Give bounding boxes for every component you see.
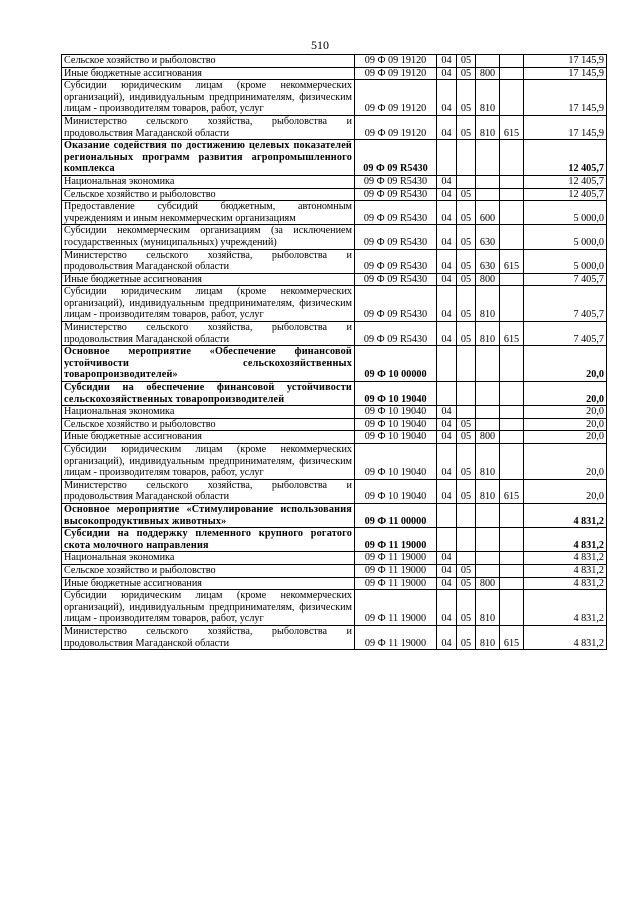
row-expense-type-cell: 810 bbox=[476, 444, 500, 480]
row-admin-code-cell bbox=[500, 346, 524, 382]
row-name-cell: Министерство сельского хозяйства, рыболовства и продовольствия Магаданской области bbox=[62, 322, 355, 346]
row-section-cell: 04 bbox=[437, 249, 457, 273]
table-row bbox=[62, 55, 607, 68]
row-subsection-cell bbox=[457, 528, 476, 552]
row-section-cell: 04 bbox=[437, 625, 457, 649]
row-code-cell: 09 Ф 09 R5430 bbox=[355, 188, 437, 201]
row-subsection-cell: 05 bbox=[457, 322, 476, 346]
row-admin-code-cell bbox=[500, 273, 524, 286]
row-admin-code-cell: 615 bbox=[500, 249, 524, 273]
row-name-cell: Сельское хозяйство и рыболовство bbox=[62, 564, 355, 577]
row-name-cell: Министерство сельского хозяйства, рыболовства и продовольствия Магаданской области bbox=[62, 249, 355, 273]
row-section-cell: 04 bbox=[437, 55, 457, 68]
row-name-cell: Национальная экономика bbox=[62, 175, 355, 188]
row-code-cell: 09 Ф 09 19120 bbox=[355, 55, 437, 68]
row-section-cell: 04 bbox=[437, 564, 457, 577]
row-amount-cell: 12 405,7 bbox=[524, 140, 607, 176]
row-admin-code-cell bbox=[500, 564, 524, 577]
row-code-cell: 09 Ф 10 19040 bbox=[355, 431, 437, 444]
row-name-cell: Иные бюджетные ассигнования bbox=[62, 67, 355, 80]
row-amount-cell: 4 831,2 bbox=[524, 552, 607, 565]
table-row bbox=[62, 188, 607, 201]
table-row bbox=[62, 479, 607, 503]
table-row bbox=[62, 80, 607, 116]
row-expense-type-cell bbox=[476, 406, 500, 419]
row-subsection-cell: 05 bbox=[457, 67, 476, 80]
row-admin-code-cell bbox=[500, 80, 524, 116]
table-row bbox=[62, 115, 607, 139]
row-code-cell: 09 Ф 09 19120 bbox=[355, 115, 437, 139]
row-expense-type-cell: 800 bbox=[476, 67, 500, 80]
row-amount-cell: 4 831,2 bbox=[524, 564, 607, 577]
row-admin-code-cell: 615 bbox=[500, 625, 524, 649]
row-expense-type-cell: 630 bbox=[476, 249, 500, 273]
row-admin-code-cell bbox=[500, 590, 524, 626]
row-amount-cell: 20,0 bbox=[524, 444, 607, 480]
row-subsection-cell bbox=[457, 552, 476, 565]
row-admin-code-cell bbox=[500, 286, 524, 322]
row-expense-type-cell: 810 bbox=[476, 115, 500, 139]
row-admin-code-cell bbox=[500, 140, 524, 176]
row-subsection-cell: 05 bbox=[457, 564, 476, 577]
row-section-cell bbox=[437, 503, 457, 527]
table-row bbox=[62, 444, 607, 480]
row-subsection-cell: 05 bbox=[457, 249, 476, 273]
row-subsection-cell: 05 bbox=[457, 273, 476, 286]
row-subsection-cell: 05 bbox=[457, 225, 476, 249]
row-code-cell: 09 Ф 10 19040 bbox=[355, 418, 437, 431]
row-code-cell: 09 Ф 09 R5430 bbox=[355, 140, 437, 176]
row-name-cell: Субсидии юридическим лицам (кроме некоммерческих организаций), индивидуальным предпринимателям, физическим лицам - производителям товаров, работ, услуг bbox=[62, 80, 355, 116]
table-row bbox=[62, 406, 607, 419]
row-expense-type-cell: 800 bbox=[476, 273, 500, 286]
row-amount-cell: 4 831,2 bbox=[524, 577, 607, 590]
row-code-cell: 09 Ф 11 19000 bbox=[355, 625, 437, 649]
row-subsection-cell: 05 bbox=[457, 479, 476, 503]
row-expense-type-cell bbox=[476, 55, 500, 68]
row-subsection-cell bbox=[457, 140, 476, 176]
row-subsection-cell: 05 bbox=[457, 590, 476, 626]
row-amount-cell: 20,0 bbox=[524, 406, 607, 419]
row-amount-cell: 4 831,2 bbox=[524, 590, 607, 626]
row-name-cell: Национальная экономика bbox=[62, 552, 355, 565]
row-section-cell: 04 bbox=[437, 80, 457, 116]
row-code-cell: 09 Ф 09 R5430 bbox=[355, 201, 437, 225]
row-amount-cell: 20,0 bbox=[524, 346, 607, 382]
row-amount-cell: 7 405,7 bbox=[524, 286, 607, 322]
budget-table bbox=[61, 54, 607, 650]
row-amount-cell: 12 405,7 bbox=[524, 175, 607, 188]
row-admin-code-cell bbox=[500, 503, 524, 527]
row-expense-type-cell: 800 bbox=[476, 577, 500, 590]
row-code-cell: 09 Ф 11 19000 bbox=[355, 590, 437, 626]
table-row bbox=[62, 175, 607, 188]
table-row bbox=[62, 590, 607, 626]
row-amount-cell: 20,0 bbox=[524, 418, 607, 431]
table-row bbox=[62, 552, 607, 565]
row-amount-cell: 17 145,9 bbox=[524, 55, 607, 68]
row-section-cell: 04 bbox=[437, 418, 457, 431]
row-admin-code-cell: 615 bbox=[500, 322, 524, 346]
page-number: 510 bbox=[311, 38, 329, 52]
row-admin-code-cell bbox=[500, 67, 524, 80]
row-expense-type-cell: 600 bbox=[476, 201, 500, 225]
row-expense-type-cell: 810 bbox=[476, 479, 500, 503]
row-code-cell: 09 Ф 09 R5430 bbox=[355, 225, 437, 249]
row-name-cell: Сельское хозяйство и рыболовство bbox=[62, 418, 355, 431]
row-admin-code-cell bbox=[500, 201, 524, 225]
table-row bbox=[62, 564, 607, 577]
row-amount-cell: 4 831,2 bbox=[524, 528, 607, 552]
row-code-cell: 09 Ф 09 19120 bbox=[355, 80, 437, 116]
row-code-cell: 09 Ф 09 R5430 bbox=[355, 286, 437, 322]
row-subsection-cell bbox=[457, 175, 476, 188]
row-section-cell: 04 bbox=[437, 431, 457, 444]
row-subsection-cell bbox=[457, 503, 476, 527]
row-code-cell: 09 Ф 10 00000 bbox=[355, 346, 437, 382]
row-amount-cell: 5 000,0 bbox=[524, 201, 607, 225]
table-row bbox=[62, 225, 607, 249]
row-section-cell: 04 bbox=[437, 115, 457, 139]
row-amount-cell: 4 831,2 bbox=[524, 625, 607, 649]
row-code-cell: 09 Ф 10 19040 bbox=[355, 444, 437, 480]
row-subsection-cell: 05 bbox=[457, 55, 476, 68]
row-subsection-cell: 05 bbox=[457, 444, 476, 480]
row-expense-type-cell bbox=[476, 564, 500, 577]
row-subsection-cell: 05 bbox=[457, 286, 476, 322]
row-admin-code-cell: 615 bbox=[500, 115, 524, 139]
row-code-cell: 09 Ф 09 R5430 bbox=[355, 175, 437, 188]
row-name-cell: Оказание содействия по достижению целевых показателей региональных программ развития агропромышленного комплекса bbox=[62, 140, 355, 176]
row-admin-code-cell bbox=[500, 175, 524, 188]
row-expense-type-cell bbox=[476, 382, 500, 406]
row-admin-code-cell bbox=[500, 552, 524, 565]
row-subsection-cell: 05 bbox=[457, 577, 476, 590]
row-code-cell: 09 Ф 10 19040 bbox=[355, 479, 437, 503]
row-amount-cell: 17 145,9 bbox=[524, 115, 607, 139]
row-expense-type-cell bbox=[476, 503, 500, 527]
row-subsection-cell bbox=[457, 346, 476, 382]
row-name-cell: Основное мероприятие «Обеспечение финансовой устойчивости сельскохозяйственных товаропроизводителей» bbox=[62, 346, 355, 382]
row-name-cell: Субсидии на поддержку племенного крупного рогатого скота молочного направления bbox=[62, 528, 355, 552]
row-subsection-cell: 05 bbox=[457, 188, 476, 201]
row-admin-code-cell bbox=[500, 418, 524, 431]
row-section-cell bbox=[437, 528, 457, 552]
row-subsection-cell: 05 bbox=[457, 625, 476, 649]
row-code-cell: 09 Ф 09 R5430 bbox=[355, 273, 437, 286]
row-code-cell: 09 Ф 11 00000 bbox=[355, 503, 437, 527]
table-row bbox=[62, 431, 607, 444]
row-subsection-cell bbox=[457, 406, 476, 419]
row-code-cell: 09 Ф 11 19000 bbox=[355, 577, 437, 590]
row-subsection-cell: 05 bbox=[457, 115, 476, 139]
table-row bbox=[62, 346, 607, 382]
table-row bbox=[62, 528, 607, 552]
row-amount-cell: 5 000,0 bbox=[524, 249, 607, 273]
row-expense-type-cell bbox=[476, 418, 500, 431]
row-code-cell: 09 Ф 11 19000 bbox=[355, 552, 437, 565]
row-section-cell: 04 bbox=[437, 286, 457, 322]
row-admin-code-cell bbox=[500, 225, 524, 249]
row-code-cell: 09 Ф 09 R5430 bbox=[355, 322, 437, 346]
row-name-cell: Национальная экономика bbox=[62, 406, 355, 419]
table-row bbox=[62, 382, 607, 406]
row-amount-cell: 20,0 bbox=[524, 382, 607, 406]
row-subsection-cell: 05 bbox=[457, 431, 476, 444]
row-section-cell: 04 bbox=[437, 577, 457, 590]
row-name-cell: Субсидии юридическим лицам (кроме некоммерческих организаций), индивидуальным предпринимателям, физическим лицам - производителям товаров, работ, услуг bbox=[62, 286, 355, 322]
row-expense-type-cell: 630 bbox=[476, 225, 500, 249]
row-code-cell: 09 Ф 09 R5430 bbox=[355, 249, 437, 273]
table-row bbox=[62, 577, 607, 590]
row-code-cell: 09 Ф 11 19000 bbox=[355, 564, 437, 577]
row-expense-type-cell: 810 bbox=[476, 322, 500, 346]
row-name-cell: Министерство сельского хозяйства, рыболовства и продовольствия Магаданской области bbox=[62, 115, 355, 139]
table-row bbox=[62, 249, 607, 273]
row-section-cell: 04 bbox=[437, 225, 457, 249]
row-section-cell bbox=[437, 346, 457, 382]
row-name-cell: Иные бюджетные ассигнования bbox=[62, 577, 355, 590]
row-expense-type-cell bbox=[476, 175, 500, 188]
row-amount-cell: 7 405,7 bbox=[524, 322, 607, 346]
row-section-cell: 04 bbox=[437, 590, 457, 626]
row-name-cell: Предоставление субсидий бюджетным, автономным учреждениям и иным некоммерческим организациям bbox=[62, 201, 355, 225]
table-row bbox=[62, 286, 607, 322]
row-name-cell: Субсидии юридическим лицам (кроме некоммерческих организаций), индивидуальным предпринимателям, физическим лицам - производителям товаров, работ, услуг bbox=[62, 590, 355, 626]
row-expense-type-cell bbox=[476, 140, 500, 176]
row-expense-type-cell: 810 bbox=[476, 286, 500, 322]
row-amount-cell: 17 145,9 bbox=[524, 80, 607, 116]
row-amount-cell: 4 831,2 bbox=[524, 503, 607, 527]
row-admin-code-cell bbox=[500, 406, 524, 419]
row-name-cell: Основное мероприятие «Стимулирование использования высокопродуктивных животных» bbox=[62, 503, 355, 527]
row-name-cell: Субсидии на обеспечение финансовой устойчивости сельскохозяйственных товаропроизводителей bbox=[62, 382, 355, 406]
row-code-cell: 09 Ф 11 19000 bbox=[355, 528, 437, 552]
table-row bbox=[62, 503, 607, 527]
row-expense-type-cell: 810 bbox=[476, 625, 500, 649]
row-subsection-cell: 05 bbox=[457, 418, 476, 431]
row-amount-cell: 5 000,0 bbox=[524, 225, 607, 249]
row-admin-code-cell bbox=[500, 444, 524, 480]
row-name-cell: Министерство сельского хозяйства, рыболовства и продовольствия Магаданской области bbox=[62, 625, 355, 649]
row-code-cell: 09 Ф 09 19120 bbox=[355, 67, 437, 80]
row-expense-type-cell bbox=[476, 528, 500, 552]
table-row bbox=[62, 67, 607, 80]
row-admin-code-cell bbox=[500, 382, 524, 406]
row-section-cell: 04 bbox=[437, 552, 457, 565]
row-code-cell: 09 Ф 10 19040 bbox=[355, 382, 437, 406]
table-row bbox=[62, 322, 607, 346]
row-expense-type-cell bbox=[476, 552, 500, 565]
row-admin-code-cell bbox=[500, 431, 524, 444]
row-section-cell bbox=[437, 140, 457, 176]
row-code-cell: 09 Ф 10 19040 bbox=[355, 406, 437, 419]
table-row bbox=[62, 418, 607, 431]
row-expense-type-cell: 810 bbox=[476, 80, 500, 116]
row-amount-cell: 17 145,9 bbox=[524, 67, 607, 80]
row-section-cell: 04 bbox=[437, 188, 457, 201]
row-subsection-cell: 05 bbox=[457, 201, 476, 225]
row-name-cell: Субсидии некоммерческим организациям (за исключением государственных (муниципальных) учреждений) bbox=[62, 225, 355, 249]
row-admin-code-cell bbox=[500, 528, 524, 552]
table-row bbox=[62, 140, 607, 176]
row-subsection-cell bbox=[457, 382, 476, 406]
row-amount-cell: 12 405,7 bbox=[524, 188, 607, 201]
row-admin-code-cell bbox=[500, 55, 524, 68]
row-name-cell: Иные бюджетные ассигнования bbox=[62, 273, 355, 286]
row-subsection-cell: 05 bbox=[457, 80, 476, 116]
row-expense-type-cell: 810 bbox=[476, 590, 500, 626]
row-name-cell: Сельское хозяйство и рыболовство bbox=[62, 55, 355, 68]
row-admin-code-cell bbox=[500, 577, 524, 590]
row-section-cell: 04 bbox=[437, 444, 457, 480]
row-expense-type-cell: 800 bbox=[476, 431, 500, 444]
row-expense-type-cell bbox=[476, 346, 500, 382]
row-amount-cell: 20,0 bbox=[524, 479, 607, 503]
row-admin-code-cell bbox=[500, 188, 524, 201]
table-row bbox=[62, 625, 607, 649]
row-section-cell: 04 bbox=[437, 201, 457, 225]
row-section-cell bbox=[437, 382, 457, 406]
table-row bbox=[62, 273, 607, 286]
row-amount-cell: 20,0 bbox=[524, 431, 607, 444]
row-section-cell: 04 bbox=[437, 67, 457, 80]
row-name-cell: Сельское хозяйство и рыболовство bbox=[62, 188, 355, 201]
row-name-cell: Иные бюджетные ассигнования bbox=[62, 431, 355, 444]
row-section-cell: 04 bbox=[437, 479, 457, 503]
table-row bbox=[62, 201, 607, 225]
row-section-cell: 04 bbox=[437, 322, 457, 346]
budget-table-body bbox=[62, 55, 607, 650]
row-name-cell: Субсидии юридическим лицам (кроме некоммерческих организаций), индивидуальным предпринимателям, физическим лицам - производителям товаров, работ, услуг bbox=[62, 444, 355, 480]
row-section-cell: 04 bbox=[437, 406, 457, 419]
row-expense-type-cell bbox=[476, 188, 500, 201]
row-section-cell: 04 bbox=[437, 175, 457, 188]
row-section-cell: 04 bbox=[437, 273, 457, 286]
row-amount-cell: 7 405,7 bbox=[524, 273, 607, 286]
row-name-cell: Министерство сельского хозяйства, рыболовства и продовольствия Магаданской области bbox=[62, 479, 355, 503]
row-admin-code-cell: 615 bbox=[500, 479, 524, 503]
